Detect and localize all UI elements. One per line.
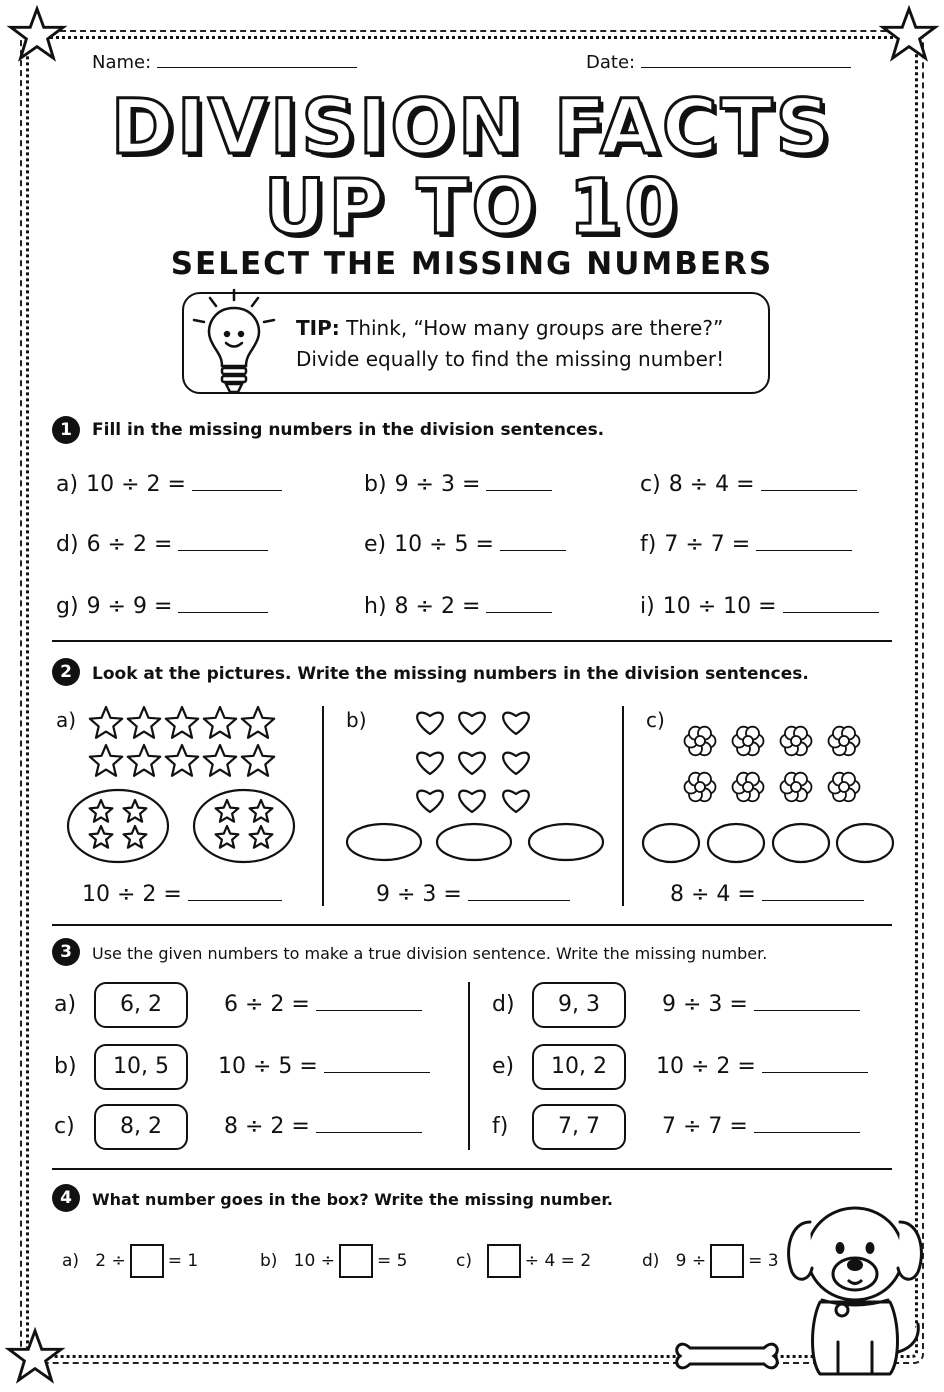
divider (52, 924, 892, 926)
tip-text-1: Think, “How many groups are there?” (346, 316, 724, 340)
group-circle (837, 824, 893, 862)
question-expr: 10 ÷ 2 = (86, 472, 186, 497)
group-circle (194, 790, 294, 862)
heart-icon (417, 713, 443, 734)
question-expr: 6 ÷ 2 = (86, 532, 173, 557)
question-label: d) (56, 532, 79, 557)
question-expr: 9 ÷ 9 = (86, 594, 173, 619)
answer-blank[interactable] (754, 1114, 860, 1133)
star-icon (250, 826, 273, 848)
question-expr: 7 ÷ 7 = (664, 532, 751, 557)
panel-a-label: a) (56, 708, 77, 732)
answer-box[interactable] (130, 1244, 164, 1278)
corner-star-icon (6, 1328, 64, 1386)
star-icon (124, 826, 147, 848)
question-label: b) (364, 472, 387, 497)
section-4-number: 4 (52, 1184, 80, 1212)
question-expr: 10 ÷ 5 = (394, 532, 494, 557)
given-numbers-box: 9, 3 (532, 982, 626, 1028)
bone-icon (672, 1334, 782, 1378)
date-label: Date: (586, 52, 636, 73)
given-numbers-box: 10, 2 (532, 1044, 626, 1090)
heart-icon (417, 791, 443, 812)
star-icon (90, 800, 113, 822)
panel-c-sentence (670, 882, 864, 907)
name-label: Name: (92, 52, 152, 73)
question-label: f) (492, 1114, 509, 1139)
flower-icon (791, 736, 801, 746)
answer-box[interactable] (710, 1244, 744, 1278)
q4-before: 10 ÷ (293, 1251, 335, 1271)
question-label: e) (492, 1054, 515, 1079)
group-circle (529, 824, 603, 860)
group-circle (708, 824, 764, 862)
q4-after: ÷ 4 = 2 (524, 1251, 592, 1271)
q4-label: d) (642, 1251, 660, 1271)
question-expr: 9 ÷ 3 = (394, 472, 481, 497)
question-expr: 10 ÷ 10 = (662, 594, 777, 619)
question-label: c) (54, 1114, 75, 1139)
question-expr: 7 ÷ 7 = (662, 1114, 748, 1139)
puppy-icon (780, 1192, 930, 1382)
heart-icon (417, 753, 443, 774)
section-1-title: Fill in the missing numbers in the division sentences. (92, 420, 605, 440)
question-expr: 8 ÷ 2 = (394, 594, 481, 619)
star-icon (90, 707, 122, 738)
question-item (218, 1054, 430, 1079)
question-label: a) (54, 992, 77, 1017)
group-circle (347, 824, 421, 860)
section-3-number: 3 (52, 938, 80, 966)
question-item (224, 1114, 422, 1139)
panel-b-sentence (376, 882, 570, 907)
flower-icon (743, 736, 753, 746)
q4-label: c) (456, 1251, 472, 1271)
flower-icon (743, 782, 753, 792)
question-item (662, 992, 860, 1017)
section-2-title: Look at the pictures. Write the missing numbers in the division sentences. (92, 664, 809, 684)
answer-blank[interactable] (754, 992, 860, 1011)
answer-blank[interactable] (762, 882, 864, 901)
star-icon (128, 745, 160, 776)
q4-before: 2 ÷ (95, 1251, 126, 1271)
star-icon (242, 707, 274, 738)
heart-icon (503, 753, 529, 774)
flower-icon (791, 782, 801, 792)
given-numbers-box: 8, 2 (94, 1104, 188, 1150)
q4-label: b) (260, 1251, 278, 1271)
panel-b-expr: 9 ÷ 3 = (376, 882, 462, 907)
flower-icon (839, 782, 849, 792)
divider-vertical (468, 982, 470, 1150)
question-label: h) (364, 594, 387, 619)
answer-blank[interactable] (468, 882, 570, 901)
flower-icon (695, 782, 705, 792)
given-numbers-box: 7, 7 (532, 1104, 626, 1150)
answer-blank[interactable] (316, 992, 422, 1011)
question-label: b) (54, 1054, 77, 1079)
panel-c-expr: 8 ÷ 4 = (670, 882, 756, 907)
q4-after: = 3 (748, 1251, 779, 1271)
q4-item-c (456, 1244, 591, 1278)
given-numbers-box: 10, 5 (94, 1044, 188, 1090)
star-icon (216, 826, 239, 848)
answer-blank[interactable] (188, 882, 282, 901)
section-2-number: 2 (52, 658, 80, 686)
question-expr: 8 ÷ 2 = (224, 1114, 310, 1139)
group-circle (773, 824, 829, 862)
answer-box[interactable] (339, 1244, 373, 1278)
star-icon (166, 707, 198, 738)
answer-blank[interactable] (324, 1054, 430, 1073)
question-expr: 10 ÷ 2 = (656, 1054, 756, 1079)
question-label: c) (640, 472, 661, 497)
section-1-number: 1 (52, 416, 80, 444)
star-icon (242, 745, 274, 776)
star-icon (90, 826, 113, 848)
question-item (662, 1114, 860, 1139)
question-item (224, 992, 422, 1017)
tip-text-2: Divide equally to find the missing number! (296, 347, 725, 371)
q4-item-d (642, 1244, 779, 1278)
answer-blank[interactable] (762, 1054, 868, 1073)
question-label: d) (492, 992, 515, 1017)
answer-blank[interactable] (316, 1114, 422, 1133)
answer-box[interactable] (487, 1244, 521, 1278)
heart-icon (503, 713, 529, 734)
star-icon (204, 707, 236, 738)
title-line-2: UP TO 10 (263, 162, 681, 251)
panel-a-expr: 10 ÷ 2 = (82, 882, 182, 907)
q4-item-a (62, 1244, 198, 1278)
panel-a-sentence (82, 882, 282, 907)
page-subtitle: SELECT THE MISSING NUMBERS (170, 246, 774, 282)
star-icon (128, 707, 160, 738)
heart-icon (503, 791, 529, 812)
q4-after: = 1 (167, 1251, 199, 1271)
heart-icon (459, 791, 485, 812)
question-label: f) (640, 532, 657, 557)
group-circle (437, 824, 511, 860)
question-label: e) (364, 532, 387, 557)
question-label: i) (640, 594, 655, 619)
question-label: g) (56, 594, 79, 619)
tip-label: TIP: (296, 316, 340, 340)
heart-icon (459, 713, 485, 734)
star-icon (90, 745, 122, 776)
panel-c-label: c) (646, 708, 665, 732)
panel-b-label: b) (346, 708, 367, 732)
star-icon (250, 800, 273, 822)
star-icon (216, 800, 239, 822)
section-3-title: Use the given numbers to make a true division sentence. Write the missing number. (92, 944, 768, 963)
flower-icon (695, 736, 705, 746)
q4-before: 9 ÷ (675, 1251, 707, 1271)
question-expr: 8 ÷ 4 = (668, 472, 755, 497)
q4-after: = 5 (376, 1251, 408, 1271)
heart-icon (459, 753, 485, 774)
q4-label: a) (62, 1251, 80, 1271)
group-circle (68, 790, 168, 862)
flower-icon (839, 736, 849, 746)
divider (52, 1168, 892, 1170)
given-numbers-box: 6, 2 (94, 982, 188, 1028)
question-label: a) (56, 472, 79, 497)
q4-item-b (260, 1244, 407, 1278)
section-4-title: What number goes in the box? Write the missing number. (92, 1190, 614, 1209)
star-icon (124, 800, 147, 822)
question-expr: 9 ÷ 3 = (662, 992, 748, 1017)
title-line-1: DIVISION FACTS (110, 82, 834, 171)
star-icon (166, 745, 198, 776)
group-circle (643, 824, 699, 862)
question-expr: 6 ÷ 2 = (224, 992, 310, 1017)
question-expr: 10 ÷ 5 = (218, 1054, 318, 1079)
star-icon (204, 745, 236, 776)
question-item (656, 1054, 868, 1079)
